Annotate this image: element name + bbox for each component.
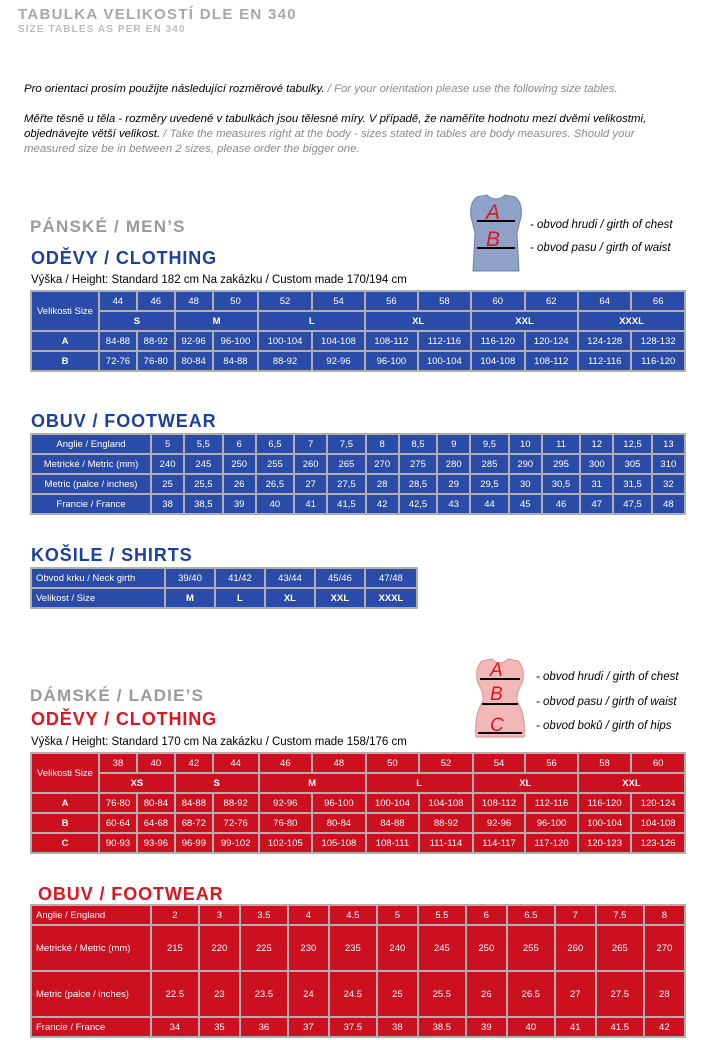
- mens-height-info: Výška / Height: Standard 182 cm Na zakázku / Custom made 170/194 cm: [31, 274, 407, 286]
- value-cell: 31: [581, 475, 612, 493]
- row-label: C: [32, 834, 98, 852]
- value-cell: 5: [378, 906, 417, 924]
- value-cell: 35: [200, 1018, 239, 1036]
- size-number-cell: 52: [420, 754, 472, 772]
- mens-legend-chest: - obvod hrudi / girth of chest: [530, 219, 673, 231]
- value-cell: 280: [438, 455, 469, 473]
- intro-2-czech: Měřte těsně u těla - rozměry uvedené v tabulkách jsou tělesné míry. V případě, že naměříte hodnotu mezi dvěmi velikostmi, objednávejte větší velikost.: [24, 113, 647, 140]
- size-number-cell: 44: [100, 292, 136, 310]
- page-subtitle: SIZE TABLES AS PER EN 340: [18, 24, 186, 35]
- value-cell: 215: [152, 926, 198, 970]
- size-letter-cell: S: [100, 312, 174, 330]
- value-cell: 41: [556, 1018, 595, 1036]
- value-cell: 260: [556, 926, 595, 970]
- value-cell: 6: [467, 906, 506, 924]
- girth-b-cell: 88-92: [420, 814, 472, 832]
- size-letter-cell: L: [259, 312, 364, 330]
- row-label: Metric (palce / inches): [32, 972, 150, 1016]
- value-cell: 12: [581, 435, 612, 453]
- row-label: A: [32, 794, 98, 812]
- girth-a-cell: 124-128: [579, 332, 630, 350]
- girth-b-cell: 68-72: [176, 814, 212, 832]
- value-cell: 26: [224, 475, 255, 493]
- girth-b-cell: 104-108: [472, 352, 523, 370]
- value-cell: 3: [200, 906, 239, 924]
- girth-a-cell: 80-84: [138, 794, 174, 812]
- value-cell: 27: [556, 972, 595, 1016]
- value-cell: 8: [367, 435, 398, 453]
- size-number-cell: 40: [138, 754, 174, 772]
- intro-paragraph-1: [24, 82, 684, 97]
- girth-c-cell: 96-99: [176, 834, 212, 852]
- mens-clothing-table: [30, 290, 686, 372]
- size-letter-cell: S: [176, 774, 258, 792]
- size-number-cell: 60: [472, 292, 523, 310]
- value-cell: L: [216, 589, 264, 607]
- value-cell: 45/46: [316, 569, 364, 587]
- value-cell: 39/40: [166, 569, 214, 587]
- value-cell: 47,5: [614, 495, 650, 513]
- value-cell: 41: [295, 495, 326, 513]
- value-cell: 38,5: [185, 495, 221, 513]
- girth-c-cell: 90-93: [100, 834, 136, 852]
- value-cell: 32: [653, 475, 684, 493]
- table-row: [32, 435, 684, 453]
- row-label: Metric (palce / inches): [32, 475, 150, 493]
- value-cell: 46: [543, 495, 579, 513]
- value-cell: 23.5: [241, 972, 287, 1016]
- girth-a-cell: 76-80: [100, 794, 136, 812]
- value-cell: 38.5: [419, 1018, 465, 1036]
- intro-1-english: / For your orientation please use the following size tables.: [324, 83, 618, 95]
- value-cell: 29: [438, 475, 469, 493]
- value-cell: 28: [645, 972, 684, 1016]
- table-row: [32, 495, 684, 513]
- girth-c-cell: 108-111: [367, 834, 419, 852]
- value-cell: 39: [224, 495, 255, 513]
- girth-b-cell: 84-88: [214, 352, 258, 370]
- size-number-cell: 48: [313, 754, 365, 772]
- value-cell: 7: [556, 906, 595, 924]
- value-cell: 235: [330, 926, 376, 970]
- girth-a-cell: 88-92: [138, 332, 174, 350]
- value-cell: 6: [224, 435, 255, 453]
- girth-a-cell: 104-108: [420, 794, 472, 812]
- size-number-cell: 46: [138, 292, 174, 310]
- value-cell: 26: [467, 972, 506, 1016]
- row-label: Velikost / Size: [32, 589, 164, 607]
- row-label: Metrické / Metric (mm): [32, 926, 150, 970]
- size-number-cell: 38: [100, 754, 136, 772]
- value-cell: 275: [400, 455, 436, 473]
- value-cell: 41.5: [597, 1018, 643, 1036]
- girth-b-cell: 80-84: [176, 352, 212, 370]
- value-cell: 260: [295, 455, 326, 473]
- size-letter-cell: XXL: [472, 312, 577, 330]
- value-cell: 30: [510, 475, 541, 493]
- size-label-cell: Velikosti Size: [32, 292, 98, 330]
- mens-shirts-table: [30, 567, 418, 609]
- size-letter-cell: XL: [474, 774, 577, 792]
- value-cell: 8: [645, 906, 684, 924]
- value-cell: 305: [614, 455, 650, 473]
- value-cell: 47/48: [366, 569, 416, 587]
- value-cell: 42,5: [400, 495, 436, 513]
- girth-b-cell: 84-88: [367, 814, 419, 832]
- ladies-legend-waist: - obvod pasu / girth of waist: [536, 696, 677, 708]
- value-cell: 36: [241, 1018, 287, 1036]
- value-cell: 270: [367, 455, 398, 473]
- value-cell: 270: [645, 926, 684, 970]
- girth-a-cell: 108-112: [474, 794, 525, 812]
- value-cell: 310: [653, 455, 684, 473]
- value-cell: 25.5: [419, 972, 465, 1016]
- girth-a-cell: 116-120: [472, 332, 523, 350]
- value-cell: 40: [508, 1018, 554, 1036]
- intro-2-english: / Take the measures right at the body - sizes stated in tables are body measures. Should your measured size be in between 2 sizes, please order the bigger one.: [24, 128, 635, 155]
- size-number-cell: 62: [526, 292, 577, 310]
- value-cell: 40: [257, 495, 293, 513]
- row-label: Anglie / England: [32, 435, 150, 453]
- girth-b-cell: 72-76: [100, 352, 136, 370]
- value-cell: 290: [510, 455, 541, 473]
- girth-b-cell: 92-96: [474, 814, 525, 832]
- size-number-cell: 64: [579, 292, 630, 310]
- ladies-clothing-table: [30, 752, 686, 854]
- value-cell: 28,5: [400, 475, 436, 493]
- value-cell: 9: [438, 435, 469, 453]
- table-row: [32, 455, 684, 473]
- value-cell: M: [166, 589, 214, 607]
- value-cell: 43: [438, 495, 469, 513]
- girth-c-cell: 93-96: [138, 834, 174, 852]
- girth-a-cell: 96-100: [214, 332, 258, 350]
- girth-b-cell: 104-108: [632, 814, 684, 832]
- intro-paragraph-2: [24, 112, 684, 157]
- ladies-legend-a-marker: A: [490, 660, 503, 681]
- value-cell: 37.5: [330, 1018, 376, 1036]
- value-cell: 4.5: [330, 906, 376, 924]
- girth-a-cell: 84-88: [100, 332, 136, 350]
- table-row: [32, 475, 684, 493]
- intro-1-czech: Pro orientaci prosím použijte následující rozměrové tabulky.: [24, 83, 325, 95]
- mens-legend-waist: - obvod pasu / girth of waist: [530, 242, 671, 254]
- girth-b-cell: 112-116: [579, 352, 630, 370]
- girth-b-cell: 96-100: [526, 814, 577, 832]
- girth-a-cell: 100-104: [259, 332, 310, 350]
- row-label: Metrické / Metric (mm): [32, 455, 150, 473]
- value-cell: 255: [508, 926, 554, 970]
- value-cell: 38: [378, 1018, 417, 1036]
- ladies-clothing-heading: ODĚVY / CLOTHING: [31, 709, 218, 729]
- girth-a-cell: 120-124: [526, 332, 577, 350]
- value-cell: 27,5: [328, 475, 364, 493]
- ladies-footwear-table: [30, 904, 686, 1038]
- value-cell: 45: [510, 495, 541, 513]
- value-cell: 5.5: [419, 906, 465, 924]
- value-cell: 34: [152, 1018, 198, 1036]
- girth-b-cell: 92-96: [313, 352, 364, 370]
- value-cell: 7: [295, 435, 326, 453]
- girth-a-cell: 104-108: [313, 332, 364, 350]
- girth-c-cell: 114-117: [474, 834, 525, 852]
- value-cell: 265: [328, 455, 364, 473]
- value-cell: 38: [152, 495, 183, 513]
- value-cell: 39: [467, 1018, 506, 1036]
- value-cell: 7.5: [597, 906, 643, 924]
- value-cell: 31,5: [614, 475, 650, 493]
- girth-b-cell: 76-80: [260, 814, 312, 832]
- value-cell: XL: [266, 589, 314, 607]
- value-cell: 11: [543, 435, 579, 453]
- table-row: [32, 972, 684, 1016]
- size-number-cell: 66: [632, 292, 684, 310]
- value-cell: 41/42: [216, 569, 264, 587]
- value-cell: 12,5: [614, 435, 650, 453]
- girth-a-cell: 112-116: [526, 794, 577, 812]
- value-cell: 23: [200, 972, 239, 1016]
- size-number-cell: 58: [419, 292, 470, 310]
- girth-a-cell: 116-120: [579, 794, 631, 812]
- value-cell: 9,5: [471, 435, 507, 453]
- value-cell: 285: [471, 455, 507, 473]
- value-cell: 255: [257, 455, 293, 473]
- girth-b-cell: 80-84: [313, 814, 365, 832]
- value-cell: 3.5: [241, 906, 287, 924]
- mens-numbers-row: [32, 292, 684, 310]
- value-cell: 295: [543, 455, 579, 473]
- value-cell: 245: [185, 455, 221, 473]
- value-cell: 6.5: [508, 906, 554, 924]
- value-cell: 47: [581, 495, 612, 513]
- girth-a-cell: 92-96: [176, 332, 212, 350]
- value-cell: 5: [152, 435, 183, 453]
- value-cell: 6,5: [257, 435, 293, 453]
- value-cell: 230: [289, 926, 328, 970]
- size-label-cell: Velikosti Size: [32, 754, 98, 792]
- girth-b-cell: 96-100: [366, 352, 416, 370]
- girth-a-cell: 96-100: [313, 794, 365, 812]
- mens-clothing-heading: ODĚVY / CLOTHING: [31, 248, 218, 268]
- value-cell: 22.5: [152, 972, 198, 1016]
- size-letter-cell: XS: [100, 774, 174, 792]
- girth-a-cell: 100-104: [367, 794, 419, 812]
- size-number-cell: 56: [366, 292, 416, 310]
- size-number-cell: 48: [176, 292, 212, 310]
- girth-a-cell: 84-88: [176, 794, 212, 812]
- girth-c-cell: 102-105: [260, 834, 312, 852]
- size-number-cell: 50: [214, 292, 258, 310]
- girth-b-cell: 60-64: [100, 814, 136, 832]
- row-label: Anglie / England: [32, 906, 150, 924]
- ladies-row-c: [32, 834, 684, 852]
- value-cell: 220: [200, 926, 239, 970]
- girth-b-cell: 72-76: [214, 814, 258, 832]
- value-cell: 240: [378, 926, 417, 970]
- value-cell: XXXL: [366, 589, 416, 607]
- page-title: TABULKA VELIKOSTÍ DLE EN 340: [18, 6, 297, 23]
- value-cell: 44: [471, 495, 507, 513]
- size-number-cell: 52: [259, 292, 310, 310]
- value-cell: 265: [597, 926, 643, 970]
- mens-letters-row: [32, 312, 684, 330]
- size-letter-cell: XL: [366, 312, 470, 330]
- value-cell: 48: [653, 495, 684, 513]
- girth-c-cell: 99-102: [214, 834, 258, 852]
- ladies-letters-row: [32, 774, 684, 792]
- size-number-cell: 58: [579, 754, 631, 772]
- value-cell: 24.5: [330, 972, 376, 1016]
- value-cell: 2: [152, 906, 198, 924]
- girth-b-cell: 100-104: [579, 814, 631, 832]
- ladies-heading: DÁMSKÉ / LADIE’S: [30, 686, 205, 705]
- value-cell: 27: [295, 475, 326, 493]
- girth-b-cell: 108-112: [526, 352, 577, 370]
- row-label: Francie / France: [32, 495, 150, 513]
- girth-c-cell: 117-120: [526, 834, 577, 852]
- girth-a-cell: 92-96: [260, 794, 312, 812]
- girth-b-cell: 100-104: [419, 352, 470, 370]
- size-number-cell: 56: [526, 754, 577, 772]
- ladies-legend-b-marker: B: [490, 684, 503, 705]
- girth-b-cell: 64-68: [138, 814, 174, 832]
- girth-c-cell: 111-114: [420, 834, 472, 852]
- value-cell: 25: [378, 972, 417, 1016]
- row-label: B: [32, 352, 98, 370]
- mens-row-b: [32, 352, 684, 370]
- ladies-legend-chest: - obvod hrudi / girth of chest: [536, 671, 679, 683]
- value-cell: 29,5: [471, 475, 507, 493]
- ladies-row-a: [32, 794, 684, 812]
- value-cell: 43/44: [266, 569, 314, 587]
- girth-a-cell: 108-112: [366, 332, 416, 350]
- mens-footwear-heading: OBUV / FOOTWEAR: [31, 411, 217, 431]
- mens-legend-a-marker: A: [486, 201, 501, 224]
- ladies-row-b: [32, 814, 684, 832]
- value-cell: 4: [289, 906, 328, 924]
- row-label: A: [32, 332, 98, 350]
- value-cell: 30,5: [543, 475, 579, 493]
- value-cell: 250: [224, 455, 255, 473]
- size-letter-cell: M: [176, 312, 258, 330]
- size-number-cell: 44: [214, 754, 258, 772]
- value-cell: 300: [581, 455, 612, 473]
- value-cell: 245: [419, 926, 465, 970]
- girth-b-cell: 116-120: [632, 352, 684, 370]
- girth-c-cell: 123-126: [632, 834, 684, 852]
- table-row: [32, 1018, 684, 1036]
- value-cell: 8,5: [400, 435, 436, 453]
- ladies-legend-c-marker: C: [490, 715, 504, 736]
- size-number-cell: 60: [632, 754, 684, 772]
- size-number-cell: 46: [260, 754, 312, 772]
- size-number-cell: 54: [474, 754, 525, 772]
- girth-c-cell: 105-108: [313, 834, 365, 852]
- girth-a-cell: 88-92: [214, 794, 258, 812]
- size-letter-cell: XXL: [579, 774, 684, 792]
- girth-a-cell: 128-132: [632, 332, 684, 350]
- value-cell: 225: [241, 926, 287, 970]
- value-cell: 5,5: [185, 435, 221, 453]
- girth-b-cell: 88-92: [259, 352, 310, 370]
- value-cell: 42: [367, 495, 398, 513]
- mens-row-a: [32, 332, 684, 350]
- row-label: Obvod krku / Neck girth: [32, 569, 164, 587]
- table-row: [32, 589, 416, 607]
- value-cell: 24: [289, 972, 328, 1016]
- ladies-footwear-heading: OBUV / FOOTWEAR: [38, 884, 224, 904]
- size-number-cell: 42: [176, 754, 212, 772]
- value-cell: 25,5: [185, 475, 221, 493]
- size-number-cell: 50: [367, 754, 419, 772]
- value-cell: 10: [510, 435, 541, 453]
- size-letter-cell: M: [260, 774, 365, 792]
- size-letter-cell: XXXL: [579, 312, 684, 330]
- mens-heading: PÁNSKÉ / MEN’S: [30, 217, 186, 236]
- value-cell: 42: [645, 1018, 684, 1036]
- value-cell: 250: [467, 926, 506, 970]
- girth-c-cell: 120-123: [579, 834, 631, 852]
- mens-legend-b-marker: B: [486, 228, 501, 251]
- value-cell: XXL: [316, 589, 364, 607]
- size-number-cell: 54: [313, 292, 364, 310]
- table-row: [32, 569, 416, 587]
- ladies-legend-hips: - obvod boků / girth of hips: [536, 720, 672, 732]
- value-cell: 37: [289, 1018, 328, 1036]
- size-letter-cell: L: [367, 774, 472, 792]
- girth-b-cell: 76-80: [138, 352, 174, 370]
- value-cell: 27.5: [597, 972, 643, 1016]
- table-row: [32, 926, 684, 970]
- girth-a-cell: 120-124: [632, 794, 684, 812]
- value-cell: 7,5: [328, 435, 364, 453]
- girth-a-cell: 112-116: [419, 332, 470, 350]
- value-cell: 26.5: [508, 972, 554, 1016]
- table-row: [32, 906, 684, 924]
- value-cell: 26,5: [257, 475, 293, 493]
- mens-footwear-table: [30, 433, 686, 515]
- row-label: B: [32, 814, 98, 832]
- value-cell: 41,5: [328, 495, 364, 513]
- ladies-height-info: Výška / Height: Standard 170 cm Na zakázku / Custom made 158/176 cm: [31, 736, 407, 748]
- value-cell: 13: [653, 435, 684, 453]
- value-cell: 25: [152, 475, 183, 493]
- value-cell: 240: [152, 455, 183, 473]
- ladies-numbers-row: [32, 754, 684, 772]
- mens-shirts-heading: KOŠILE / SHIRTS: [31, 545, 193, 565]
- row-label: Francie / France: [32, 1018, 150, 1036]
- value-cell: 28: [367, 475, 398, 493]
